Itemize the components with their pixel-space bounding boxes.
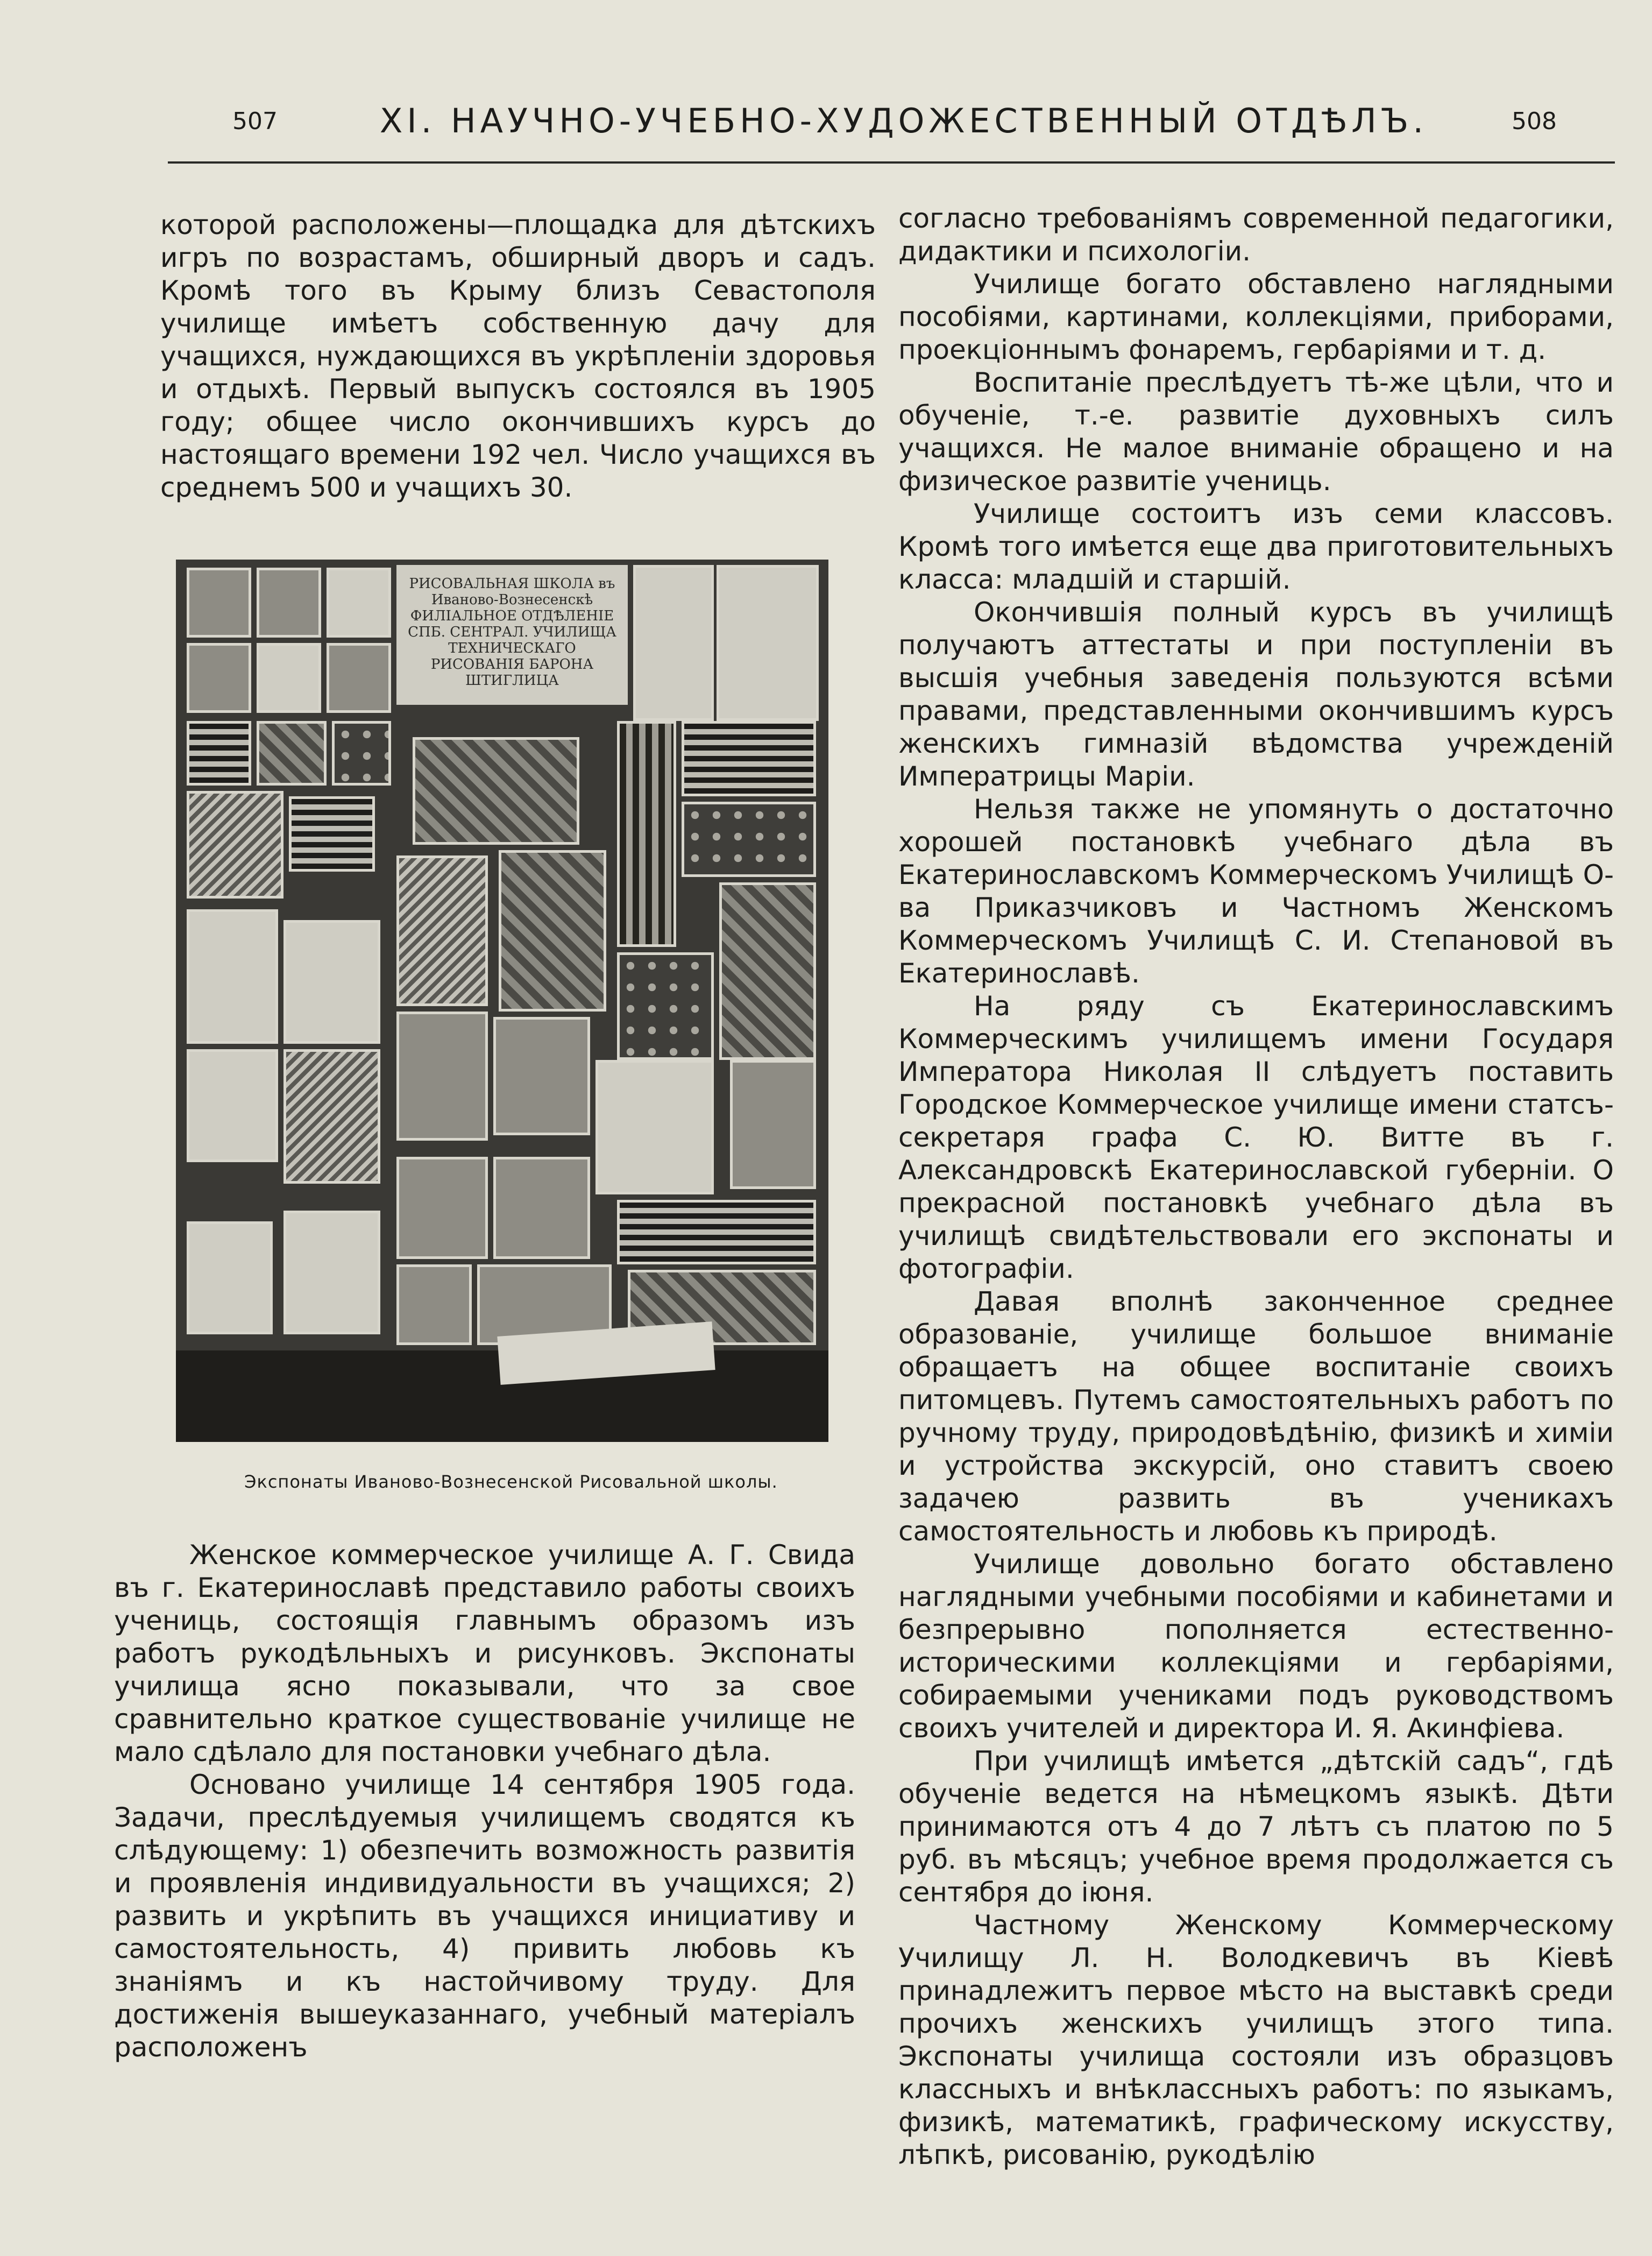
paragraph: согласно требованіямъ современной педагогики, дидактики и психологіи. [898,203,1614,267]
exhibit-sheet [283,1049,380,1184]
header-rule [168,161,1615,164]
paragraph: Училище довольно богато обставлено наглядными учебными пособіями и кабинетами и безпрерывно пополняется естественно-историческими коллекціями и гербаріями, собираемыми учениками подъ руководствомъ своихъ учителей и директора И. Я. Акинфіева. [898,1548,1614,1744]
exhibit-sheet [187,791,283,899]
paragraph: При училищѣ имѣется „дѣтскій садъ“, гдѣ обученіе ведется на нѣмецкомъ языкѣ. Дѣти принимаются отъ 4 до 7 лѣтъ съ платою по 5 руб. въ мѣсяцъ; учебное время продолжается съ сентября до іюня. [898,1745,1614,1908]
exhibit-sheet [187,721,251,786]
exhibit-wall [176,560,828,1350]
exhibit-sheet [283,920,380,1044]
exhibit-sheet [327,643,391,713]
paragraph: Воспитаніе преслѣдуетъ тѣ-же цѣли, что и обученіе, т.-е. развитіе духовныхъ силъ учащихся. Не малое вниманіе обращено и на физическое развитіе учениць. [898,367,1614,497]
exhibit-sheet [332,721,391,786]
exhibit-sheet [413,737,579,845]
exhibit-sheet [617,1200,816,1264]
exhibit-sheet [396,855,488,1006]
exhibit-sheet [257,721,327,786]
paragraph: Училище состоитъ изъ семи классовъ. Кромѣ того имѣется еще два приготовительныхъ класса: младшій и старшій. [898,498,1614,595]
exhibit-sheet [396,1157,488,1259]
exhibit-sheet [396,1012,488,1141]
exhibit-sheet [257,568,321,638]
exhibit-photo [176,560,828,1442]
figure-caption: Экспонаты Иваново-Вознесенской Рисовальной школы. [244,1472,778,1492]
exhibit-sheet [617,721,676,947]
exhibit-sheet [730,1060,816,1189]
page-number-right: 508 [1512,108,1557,135]
paragraph: Частному Женскому Коммерческому Училищу Л. Н. Володкевичъ въ Кіевѣ принадлежитъ первое мѣсто на выставкѣ среди прочихъ женскихъ училищъ этого типа. Экспонаты училища состояли изъ образцовъ классныхъ и внѣклассныхъ работъ: по языкамъ, физикѣ, математикѣ, графическому искусству, лѣпкѣ, рисованію, рукодѣлію [898,1910,1614,2170]
exhibit-sheet [289,796,375,872]
exhibit-sheet [682,802,816,877]
exhibit-sheet [595,1060,714,1194]
exhibit-sheet [719,882,816,1060]
right-column [898,202,1614,2172]
exhibit-sheet [187,909,278,1044]
exhibit-sheet [717,565,819,721]
paragraph: Окончившія полный курсъ въ училищѣ получаютъ аттестаты и при поступленіи въ высшія учебныя заведенія пользуются всѣми правами, представленными окончившимъ курсъ женскихъ гимназій вѣдомства учрежденій Императрицы Маріи. [898,597,1614,792]
exhibit-sheet [283,1211,380,1334]
exhibit-sheet [187,568,251,638]
exhibit-sheet [327,568,391,638]
exhibit-sheet [187,1049,278,1162]
exhibit-sheet [396,1264,472,1345]
page-header [0,0,1652,178]
paragraph: Училище богато обставлено наглядными пособіями, картинами, коллекціями, приборами, проекціоннымъ фонаремъ, гербаріями и т. д. [898,268,1614,365]
paragraph: которой расположены—площадка для дѣтскихъ игръ по возрастамъ, обширный дворъ и садъ. Кромѣ того въ Крыму близъ Севастополя училище имѣетъ собственную дачу для учащихся, нуждающихся въ укрѣпленіи здоровья и отдыхѣ. Первый выпускъ состоялся въ 1905 году; общее число окончившихъ курсъ до настоящаго времени 192 чел. Число учащихся въ среднемъ 500 и учащихъ 30. [160,209,876,503]
exhibit-sheet [187,1221,273,1334]
paragraph: Основано училище 14 сентября 1905 года. Задачи, преслѣдуемыя училищемъ сводятся къ слѣдующему: 1) обезпечить возможность развитія и проявленія индивидуальности въ учащихся; 2) развить и укрѣпить въ учащихся инициативу и самостоятельность, 4) привить любовь къ знаніямъ и къ настойчивому труду. Для достиженія вышеуказаннаго, учебный матеріалъ расположенъ [114,1769,855,2063]
left-column-bottom [114,1539,855,2064]
paragraph: На ряду съ Екатеринославскимъ Коммерческимъ училищемъ имени Государя Императора Николая II слѣдуетъ поставить Городское Коммерческое училище имени статсъ-секретаря графа С. Ю. Витте въ г. Александровскѣ Екатеринославской губерніи. О прекрасной постановкѣ учебнаго дѣла въ училищѣ свидѣтельствовали его экспонаты и фотографіи. [898,991,1614,1284]
section-title: XI. НАУЧНО-УЧЕБНО-ХУДОЖЕСТВЕННЫЙ ОТДѢЛЪ. [379,101,1428,140]
exhibit-sheet [493,1017,590,1135]
exhibit-sheet [617,952,714,1060]
exhibit-sheet [682,721,816,796]
exhibit-sheet [493,1157,590,1259]
page-number-left: 507 [232,108,278,135]
exhibit-sheet [499,850,606,1012]
left-column-top [160,209,876,504]
paragraph: Нельзя также не упомянуть о достаточно хорошей постановкѣ учебнаго дѣла въ Екатеринославскомъ Коммерческомъ Училищѣ О-ва Приказчиковъ и Частномъ Женскомъ Коммерческомъ Училищѣ С. И. Степановой въ Екатеринославѣ. [898,794,1614,989]
exhibit-sheet [257,643,321,713]
paragraph: Давая вполнѣ законченное среднее образованіе, училище большое вниманіе обращаетъ на общее воспитаніе своихъ питомцевъ. Путемъ самостоятельныхъ работъ по ручному труду, природовѣдѣнію, физикѣ и химіи и устройства экскурсій, оно ставитъ своею задачею развить въ ученикахъ самостоятельность и любовь къ природѣ. [898,1286,1614,1547]
exhibit-sheet [633,565,714,721]
school-signboard: РИСОВАЛЬНАЯ ШКОЛА въ Иваново-Вознесенскѣ ФИЛІАЛЬНОЕ ОТДѢЛЕНІЕ СПБ. СЕНТРАЛ. УЧИЛИЩА ТЕХНИЧЕСКАГО РИСОВАНІЯ БАРОНА ШТИГЛИЦА [396,565,628,705]
exhibit-sheet [187,643,251,713]
paragraph: Женское коммерческое училище А. Г. Свида въ г. Екатеринославѣ представило работы своихъ учениць, состоящія главнымъ образомъ изъ работъ рукодѣльныхъ и рисунковъ. Экспонаты училища ясно показывали, что за свое сравнительно краткое существованіе училище не мало сдѣлало для постановки учебнаго дѣла. [114,1539,855,1767]
